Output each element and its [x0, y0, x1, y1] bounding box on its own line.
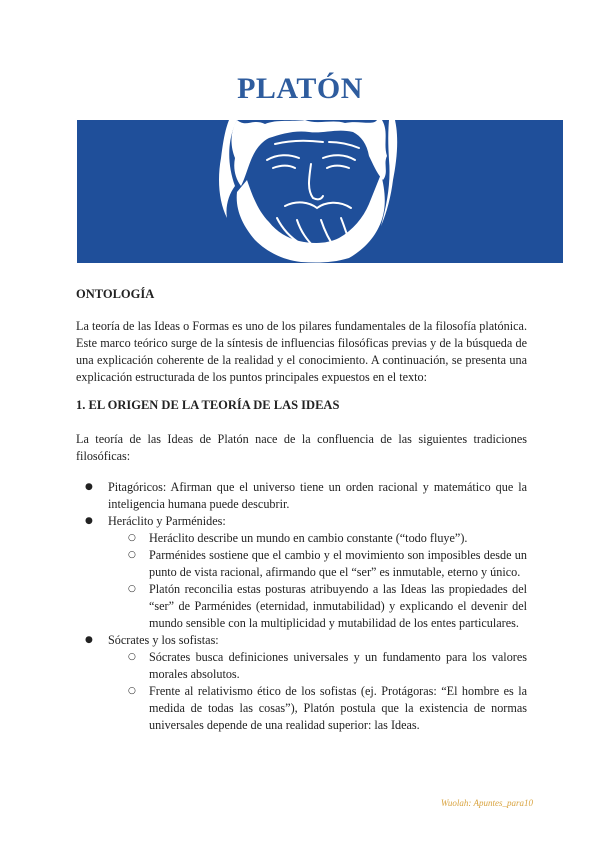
plato-banner — [77, 120, 563, 263]
page-title: PLATÓN — [237, 72, 363, 105]
list-item — [76, 479, 527, 513]
watermark: Wuolah: Apuntes_para10 — [440, 798, 533, 808]
plato-bust-icon — [77, 120, 563, 263]
sub-list — [108, 530, 527, 632]
section-heading-ontologia: ONTOLOGÍA — [76, 287, 155, 301]
list-item-text: Heráclito y Parménides: — [108, 514, 226, 528]
paragraph-tradiciones: La teoría de las Ideas de Platón nace de la confluencia de las siguientes tradiciones filosóficas: — [76, 432, 527, 463]
traditions-list — [76, 479, 527, 734]
sub-list — [108, 649, 527, 734]
list-item — [76, 632, 527, 734]
sub-list-item: ○ Frente al relativismo ético de los sofistas (ej. Protágoras: “El hombre es la medida de todas las cosas”), Platón postula que la existencia de normas universales depende de una realidad superior: las Ideas. — [108, 683, 527, 734]
list-item-text: Pitagóricos: Afirman que el universo tiene un orden racional y matemático que la inteligencia humana puede descubrir. — [108, 480, 527, 511]
intro-paragraph: La teoría de las Ideas o Formas es uno de los pilares fundamentales de la filosofía platónica. Este marco teórico surge de la síntesis de influencias filosóficas previas y de la búsqueda de una explicación coherente de la realidad y el conocimiento. A continuación, se presenta una explicación estructurada de los puntos principales expuestos en el texto: — [76, 319, 527, 384]
sub-list-item: ○ Parménides sostiene que el cambio y el movimiento son imposibles desde un punto de vista racional, afirmando que el “ser” es inmutable, eterno y único. — [108, 547, 527, 581]
sub-list-item: ○ Platón reconcilia estas posturas atribuyendo a las Ideas las propiedades del “ser” de Parménides (eternidad, inmutabilidad) y explicando el devenir del mundo sensible con la multiplicidad y mutabilidad de los entes particulares. — [108, 581, 527, 632]
list-item-text: Sócrates y los sofistas: — [108, 633, 219, 647]
list-item — [76, 513, 527, 632]
sub-list-item: ○ Heráclito describe un mundo en cambio constante (“todo fluye”). — [108, 530, 527, 547]
sub-list-item: ○ Sócrates busca definiciones universales y un fundamento para los valores morales absolutos. — [108, 649, 527, 683]
heading-origen-teoria: 1. EL ORIGEN DE LA TEORÍA DE LAS IDEAS — [76, 398, 340, 412]
